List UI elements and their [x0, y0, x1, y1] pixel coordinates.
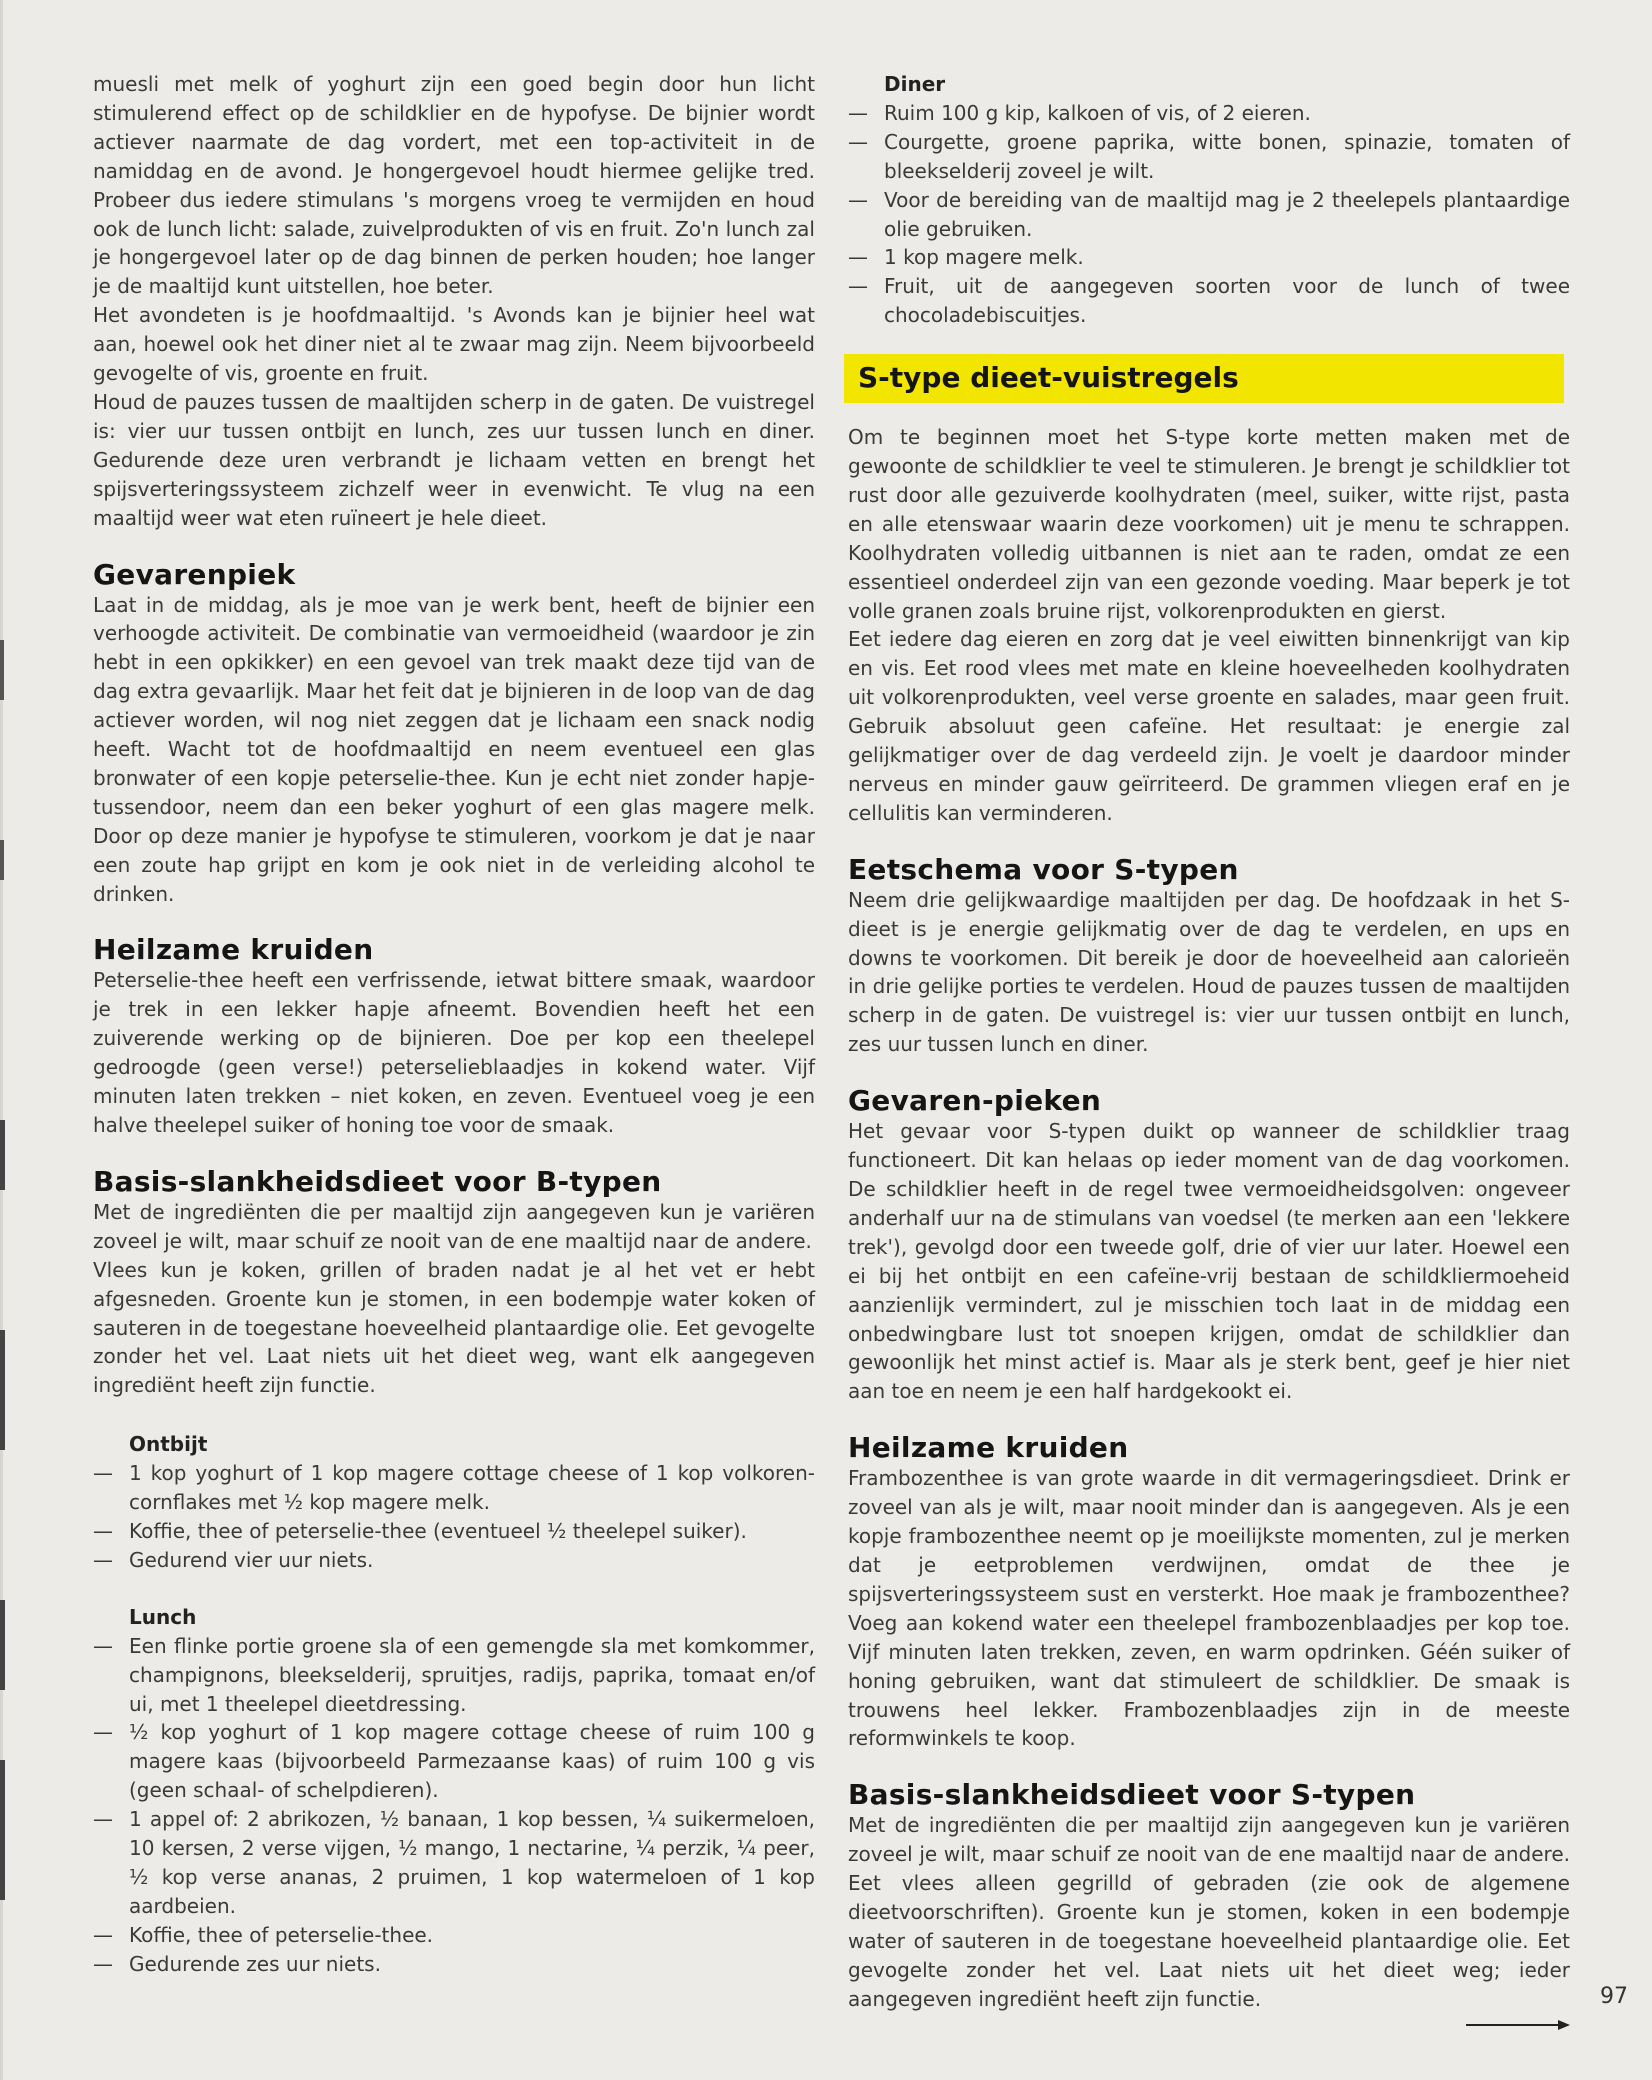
heading-heilzame-kruiden-s: Heilzame kruiden	[848, 1431, 1129, 1465]
label-diner: Diner	[884, 72, 946, 96]
list-item: — Een flinke portie groene sla of een gemengde sla met komkommer, champignons, bleekselderij, spruitjes, radijs, paprika, tomaat en/of ui, met 1 theelepel dieetdressing.	[93, 1632, 815, 1719]
vuistregels-paragraph-1: Om te beginnen moet het S-type korte metten maken met de gewoonte de schildklier te veel te stimuleren. Je brengt je schildklier tot rust door alle gezuiverde koolhydraten (meel, suiker, witte rijst, pasta en alle etenswaar waarin deze voorkomen) uit je menu te schrappen. Koolhydraten volledig uitbannen is niet aan te raden, omdat ze een essentieel onderdeel zijn van een gezonde voeding. Maar beperk je tot volle granen zoals bruine rijst, volkorenprodukten en gierst.	[848, 425, 1570, 623]
list-item: — Koffie, thee of peterselie-thee (eventueel ½ theelepel suiker).	[93, 1517, 815, 1546]
heading-gevarenpiek: Gevarenpiek	[93, 557, 296, 591]
heading-gevaren-pieken: Gevaren-pieken	[848, 1084, 1102, 1118]
list-item: — 1 appel of: 2 abrikozen, ½ banaan, 1 kop bessen, ¼ suikermeloen, 10 kersen, 2 verse vijgen, ½ mango, 1 nectarine, ¼ perzik, ¼ peer, ½ kop verse ananas, 2 pruimen, 1 kop watermeloen of 1 kop aardbeien.	[93, 1805, 815, 1921]
intro-paragraph-1: muesli met melk of yoghurt zijn een goed begin door hun licht stimulerend effect op de schildklier en de hypofyse. De bijnier wordt actiever naarmate de dag vordert, met een top-activiteit in de namiddag en de avond. Je hongergevoel houdt hiermee gelijke tred. Probeer dus iedere stimulans 's morgens vroeg te vermijden en houd ook de lunch licht: salade, zuivelprodukten of vis en fruit. Zo'n lunch zal je hongergevoel later op de dag binnen de perken houden; hoe langer je de maaltijd kunt uitstellen, hoe beter.	[93, 72, 815, 299]
list-item: — 1 kop magere melk.	[848, 243, 1570, 272]
etschema-text: Neem drie gelijkwaardige maaltijden per dag. De hoofdzaak in het S-dieet is je energie gelijkmatig over de dag te verdelen, en ups en downs te voorkomen. Dit bereik je door de hoeveelheid aan calorieën in drie gelijke porties te verdelen. Houd de pauzes tussen de maaltijden scherp in de gaten. De vuistregel is: vier uur tussen ontbijt en lunch, zes uur tussen lunch en diner.	[848, 887, 1570, 1057]
label-ontbijt: Ontbijt	[129, 1432, 208, 1457]
intro-paragraph-2: Het avondeten is je hoofdmaaltijd. 's Avonds kan je bijnier heel wat aan, hoewel ook het diner niet al te zwaar mag zijn. Neem bijvoorbeeld gevogelte of vis, groente en fruit.	[93, 303, 815, 386]
left-column	[93, 70, 815, 1979]
gevarenpiek-text: Laat in de middag, als je moe van je werk bent, heeft de bijnier een verhoogde activiteit. De combinatie van vermoeidheid (waardoor je zin hebt in een opkikker) en een gevoel van trek maakt deze tijd van de dag extra gevaarlijk. Maar het feit dat je bijnieren in de loop van de dag actiever worden, wil nog niet zeggen dat je lichaam een snack nodig heeft. Wacht tot de hoofdmaaltijd en neem eventueel een glas bronwater of een kopje peterselie-thee. Kun je echt niet zonder hapje-tussendoor, neem dan een beker yoghurt of een glas magere melk. Door op deze manier je hypofyse te stimuleren, voorkom je dat je naar een zoute hap grijpt en kom je ook niet in de verleiding alcohol te drinken.	[93, 592, 815, 906]
right-column	[848, 70, 1570, 2014]
page-spine-marks	[0, 0, 10, 2080]
basis-s-text: Met de ingrediënten die per maaltijd zijn aangegeven kun je variëren zoveel je wilt, maar schuif ze nooit van de ene maaltijd naar de andere. Eet vlees alleen gegrilld of gebraden (zie ook de algemene dieetvoorschriften). Groente kun je stomen, koken in een bodempje water of sauteren in de toegestane hoeveelheid plantaardige olie. Eet gevogelte zonder het vel. Laat niets uit het dieet weg; ieder aangegeven ingrediënt heeft zijn functie.	[848, 1813, 1570, 2011]
list-item: — 1 kop yoghurt of 1 kop magere cottage cheese of 1 kop volkoren-cornflakes met ½ kop magere melk.	[93, 1459, 815, 1517]
list-item: — Gedurende zes uur niets.	[93, 1950, 815, 1979]
list-item: — Gedurend vier uur niets.	[93, 1546, 815, 1575]
list-item: — Voor de bereiding van de maaltijd mag je 2 theelepels plantaardige olie gebruiken.	[848, 186, 1570, 244]
intro-paragraph-3: Houd de pauzes tussen de maaltijden scherp in de gaten. De vuistregel is: vier uur tussen ontbijt en lunch, zes uur tussen lunch en diner. Gedurende deze uren verbrandt je lichaam vetten en brengt het spijsverteringssysteem zichzelf weer in evenwicht. Te vlug na een maaltijd weer wat eten ruïneert je hele dieet.	[93, 389, 815, 530]
list-item: — Fruit, uit de aangegeven soorten voor de lunch of twee chocoladebiscuitjes.	[848, 272, 1570, 330]
label-lunch: Lunch	[129, 1604, 197, 1629]
ontbijt-list	[93, 1459, 815, 1575]
highlight-heading-vuistregels: S-type dieet-vuistregels	[844, 354, 1564, 403]
gevaren-pieken-text: Het gevaar voor S-typen duikt op wanneer de schildklier traag functioneert. Dit kan helaas op ieder moment van de dag voorkomen. De schildklier heeft in de regel twee vermoeidheidsgolven: ongeveer anderhalf uur na de stimulans van voedsel (te merken aan een 'lekkere trek'), gevolgd door een tweede golf, drie of vier uur later. Hoewel een ei bij het ontbijt en een cafeïne-vrij bestaan de schildkliermoeheid aanzienlijk vermindert, zul je misschien toch laat in de middag een onbedwingbare lust tot snoepen krijgen, omdat de schildklier dan gewoonlijk het minst actief is. Maar als je sterk bent, geef je hier niet aan toe en neem je een half hardgekookt ei.	[848, 1119, 1570, 1404]
list-item: — Koffie, thee of peterselie-thee.	[93, 1921, 815, 1950]
heading-etschema: Eetschema voor S-typen	[848, 852, 1239, 886]
diner-list	[848, 99, 1570, 330]
lunch-list	[93, 1632, 815, 1979]
heading-basis-b-typen: Basis-slankheidsdieet voor B-typen	[93, 1164, 662, 1198]
list-item: — ½ kop yoghurt of 1 kop magere cottage cheese of ruim 100 g magere kaas (bijvoorbeeld Parmezaanse kaas) of ruim 100 g vis (geen schaal- of schelpdieren).	[93, 1718, 815, 1805]
page-number: 97	[1600, 1984, 1628, 2009]
basis-b-paragraph-1: Met de ingrediënten die per maaltijd zijn aangegeven kun je variëren zoveel je wilt, maar schuif ze nooit van de ene maaltijd naar de andere.	[93, 1199, 815, 1253]
heading-basis-s-typen: Basis-slankheidsdieet voor S-typen	[848, 1778, 1416, 1812]
kruiden-b-text: Peterselie-thee heeft een verfrissende, ietwat bittere smaak, waardoor je trek in een lekker hapje afneemt. Bovendien heeft het een zuiverende werking op de bijnieren. Doe per kop een theelepel gedroogde (geen verse!) peterselieblaadjes in kokend water. Vijf minuten laten trekken – niet koken, en zeven. Eventueel voeg je een halve theelepel suiker of honing toe voor de smaak.	[93, 968, 815, 1137]
heading-heilzame-kruiden-b: Heilzame kruiden	[93, 933, 374, 967]
list-item: — Ruim 100 g kip, kalkoen of vis, of 2 eieren.	[848, 99, 1570, 128]
list-item: — Courgette, groene paprika, witte bonen, spinazie, tomaten of bleekselderij zoveel je wilt.	[848, 128, 1570, 186]
basis-b-paragraph-2: Vlees kun je koken, grillen of braden nadat je al het vet er hebt afgesneden. Groente kun je stomen, in een bodempje water koken of sauteren in de toegestane hoeveelheid plantaardige olie. Eet gevogelte zonder het vel. Laat niets uit het dieet weg, want elk aangegeven ingrediënt heeft zijn functie.	[93, 1257, 815, 1398]
continue-arrow-icon	[1466, 2018, 1570, 2032]
vuistregels-paragraph-2: Eet iedere dag eieren en zorg dat je veel eiwitten binnenkrijgt van kip en vis. Eet rood vlees met mate en kleine hoeveelheden koolhydraten uit volkorenprodukten, veel verse groente en salades, maar geen fruit. Gebruik absoluut geen cafeïne. Het resultaat: je energie zal gelijkmatiger over de dag verdeeld zijn. Je voelt je daardoor minder nerveus en minder gauw geïrriteerd. De grammen vliegen eraf en je cellulitis kan verminderen.	[848, 627, 1570, 825]
kruiden-s-text: Frambozenthee is van grote waarde in dit vermageringsdieet. Drink er zoveel van als je wilt, maar nooit minder dan is aangegeven. Als je een kopje frambozenthee neemt op je moeilijkste momenten, zul je merken dat je eetproblemen verdwijnen, omdat de thee je spijsverteringssysteem sust en versterkt. Hoe maak je frambozenthee? Voeg aan kokend water een theelepel frambozenblaadjes per kop toe. Vijf minuten laten trekken, zeven, en warm opdrinken. Géén suiker of honing gebruiken, want dat stimuleert de schildklier. De smaak is trouwens heel lekker. Frambozenblaadjes zijn in de meeste reformwinkels te koop.	[848, 1466, 1570, 1751]
